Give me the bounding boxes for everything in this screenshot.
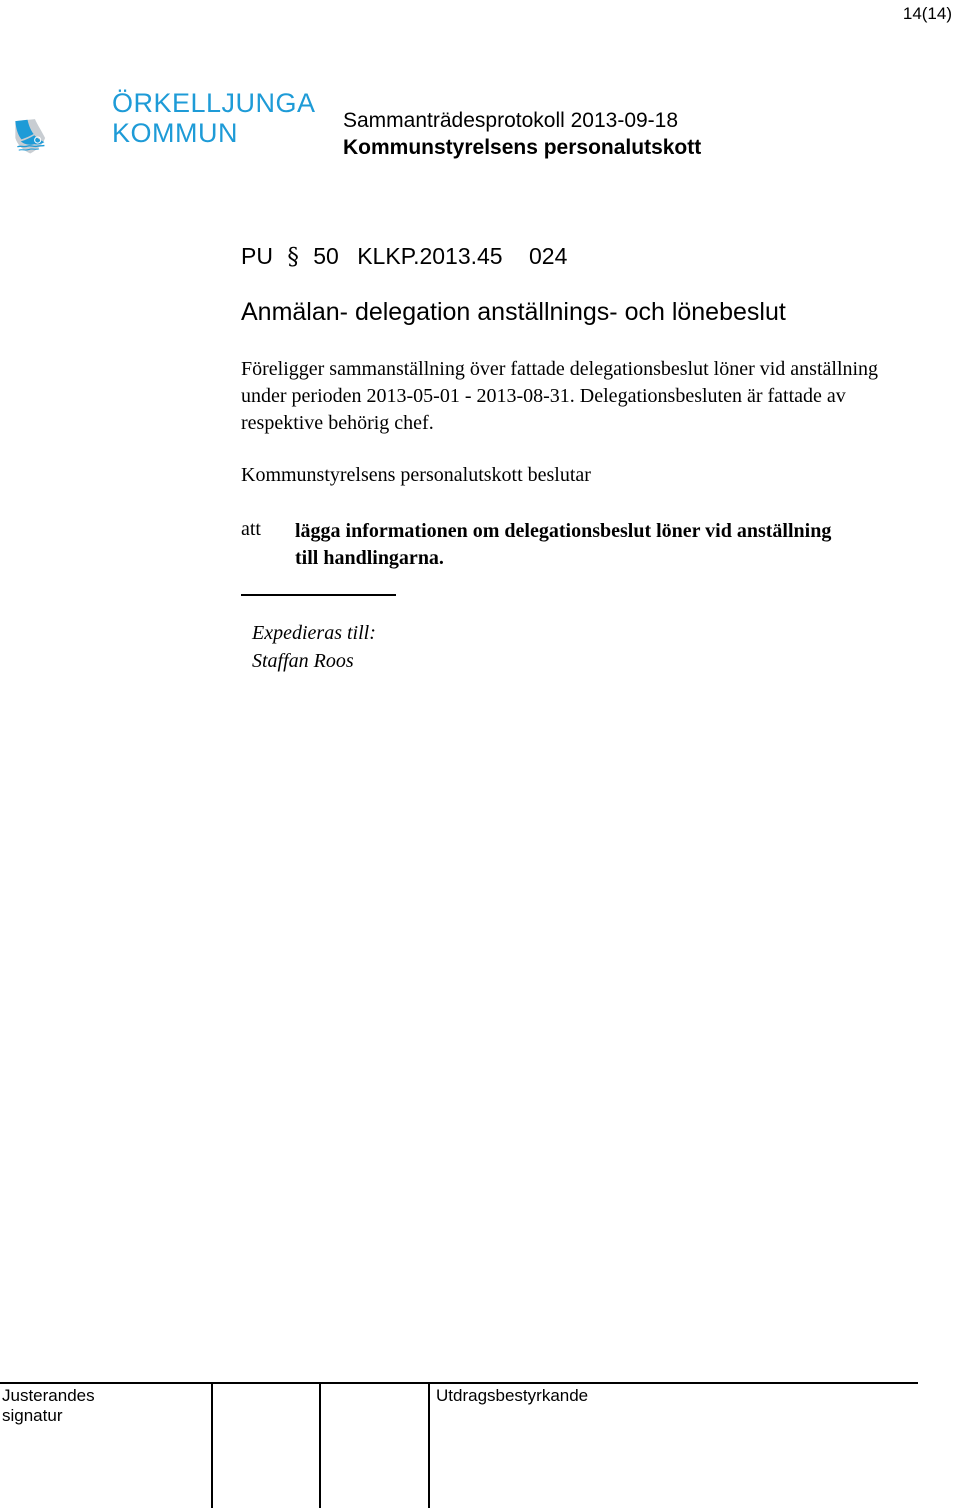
footer-justerandes-line-1: Justerandes [2, 1386, 95, 1405]
decision-att-label: att [241, 518, 261, 540]
decision-intro: Kommunstyrelsens personalutskott beslutar [241, 464, 591, 486]
case-prefix: PU [241, 243, 273, 269]
distribution-recipient: Staffan Roos [252, 650, 354, 672]
section-sign: § [287, 244, 299, 270]
footer-top-rule [0, 1382, 918, 1384]
footer-divider-2 [319, 1382, 321, 1508]
body-paragraph: Föreligger sammanställning över fattade delegationsbeslut löner vid anställning under perioden 2013-05-01 - 2013-08-31. Delegationsbesluten är fattade av respektive behörig chef. [241, 358, 879, 434]
footer-utdragsbestyrkande: Utdragsbestyrkande [436, 1386, 589, 1405]
distribution-label: Expedieras till: [252, 622, 376, 644]
committee-name: Kommunstyrelsens personalutskott [343, 136, 702, 159]
bell-shield-crest-icon [15, 119, 45, 153]
municipality-logo [14, 82, 112, 192]
case-reference-line [241, 243, 567, 270]
logo-line-2: KOMMUN [112, 118, 238, 148]
footer-justerandes [2, 1386, 95, 1426]
footer-divider-3 [428, 1382, 430, 1508]
separator-rule [241, 594, 396, 596]
case-reference: KLKP.2013.45 [357, 243, 503, 269]
footer-divider-1 [211, 1382, 213, 1508]
page-number: 14(14) [902, 4, 952, 23]
protocol-title: Sammanträdesprotokoll 2013-09-18 [343, 109, 679, 132]
decision-text: lägga informationen om delegationsbeslut löner vid anställning till handlingarna. [295, 520, 832, 569]
logo-line-1: ÖRKELLJUNGA [112, 88, 316, 118]
footer-justerandes-line-2: signatur [2, 1406, 63, 1425]
case-code: 024 [529, 243, 568, 269]
case-title: Anmälan- delegation anställnings- och lönebeslut [241, 298, 786, 326]
logo-wordmark [112, 88, 316, 148]
case-number: 50 [313, 243, 339, 269]
